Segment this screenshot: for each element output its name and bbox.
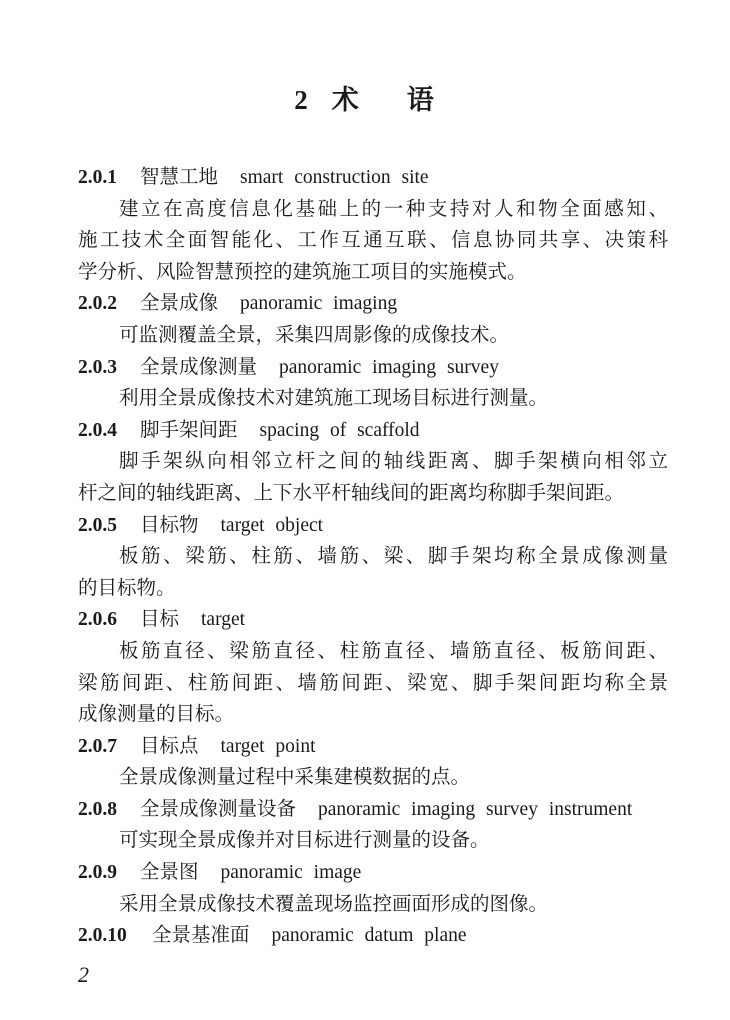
term-heading: [78, 162, 668, 194]
definition-line: 可监测覆盖全景，采集四周影像的成像技术。: [119, 324, 510, 346]
term-chinese: 智慧工地: [140, 167, 219, 188]
term-number: 2.0.4: [78, 419, 117, 441]
definition-line: 杆之间的轴线距离、上下水平杆轴线间的距离均称脚手架间距。: [78, 482, 625, 504]
term-english: target: [201, 609, 246, 631]
term-heading: [78, 352, 668, 384]
term-definition: [78, 320, 668, 352]
term-chinese: 目标: [140, 609, 180, 631]
definition-line: 施工技术全面智能化、工作互通互联、信息协同共享、决策科: [78, 230, 668, 252]
term-heading: [78, 794, 668, 826]
term-number: 2.0.1: [78, 167, 117, 188]
term-chinese: 全景成像测量: [140, 356, 258, 378]
term-number: 2.0.2: [78, 293, 117, 315]
terms-list: [78, 162, 668, 952]
term-definition: [78, 541, 668, 604]
chapter-title: [0, 78, 730, 117]
term-english: smart construction site: [240, 167, 429, 188]
definition-line: 梁筋间距、柱筋间距、墙筋间距、梁宽、脚手架间距均称全景: [78, 672, 668, 694]
term-english: spacing of scaffold: [259, 419, 420, 441]
page-number: 2: [78, 962, 89, 987]
definition-line: 学分析、风险智慧预控的建筑施工项目的实施模式。: [78, 261, 527, 283]
term-heading: [78, 604, 668, 636]
term-chinese: 全景成像: [140, 293, 219, 315]
term-chinese: 脚手架间距: [140, 419, 238, 441]
term-heading: [78, 731, 668, 763]
term-heading: [78, 857, 668, 889]
term-number: 2.0.6: [78, 609, 117, 631]
definition-line: 成像测量的目标。: [78, 704, 235, 726]
term-definition: [78, 825, 668, 857]
term-chinese: 全景图: [140, 862, 199, 884]
term-definition: [78, 383, 668, 415]
term-english: target point: [220, 735, 316, 757]
definition-line: 板筋、梁筋、柱筋、墙筋、梁、脚手架均称全景成像测量: [119, 546, 668, 568]
term-chinese: 目标点: [140, 735, 199, 757]
definition-line: 脚手架纵向相邻立杆之间的轴线距离、脚手架横向相邻立: [119, 451, 668, 473]
term-number: 2.0.9: [78, 862, 117, 884]
definition-line: 建立在高度信息化基础上的一种支持对人和物全面感知、: [119, 198, 668, 220]
term-number: 2.0.3: [78, 356, 117, 378]
term-heading: [78, 288, 668, 320]
term-english: target object: [220, 514, 324, 536]
definition-line: 可实现全景成像并对目标进行测量的设备。: [119, 830, 490, 852]
term-heading: [78, 510, 668, 542]
definition-line: 板筋直径、梁筋直径、柱筋直径、墙筋直径、板筋间距、: [119, 640, 668, 662]
term-chinese: 全景成像测量设备: [140, 798, 297, 820]
chapter-title-char-2: 语: [406, 85, 436, 115]
definition-line: 采用全景成像技术覆盖现场监控画面形成的图像。: [119, 893, 549, 915]
term-definition: [78, 194, 668, 289]
term-number: 2.0.5: [78, 514, 117, 536]
term-chinese: 全景基准面: [152, 925, 250, 947]
term-definition: [78, 762, 668, 794]
definition-line: 全景成像测量过程中采集建模数据的点。: [119, 767, 471, 789]
chapter-number: 2: [294, 85, 310, 115]
term-definition: [78, 446, 668, 509]
term-english: panoramic image: [220, 862, 362, 884]
term-number: 2.0.8: [78, 798, 117, 820]
term-heading: [78, 920, 668, 952]
term-definition: [78, 889, 668, 921]
term-english: panoramic imaging survey instrument: [318, 798, 633, 820]
term-english: panoramic imaging survey: [279, 356, 499, 378]
term-number: 2.0.10: [78, 925, 127, 947]
term-english: panoramic imaging: [240, 293, 398, 315]
term-chinese: 目标物: [140, 514, 199, 536]
definition-line: 利用全景成像技术对建筑施工现场目标进行测量。: [119, 388, 549, 410]
chapter-title-char-1: 术: [331, 85, 361, 115]
term-english: panoramic datum plane: [271, 925, 467, 947]
term-number: 2.0.7: [78, 735, 117, 757]
term-definition: [78, 636, 668, 731]
term-heading: [78, 415, 668, 447]
definition-line: 的目标物。: [78, 577, 176, 599]
